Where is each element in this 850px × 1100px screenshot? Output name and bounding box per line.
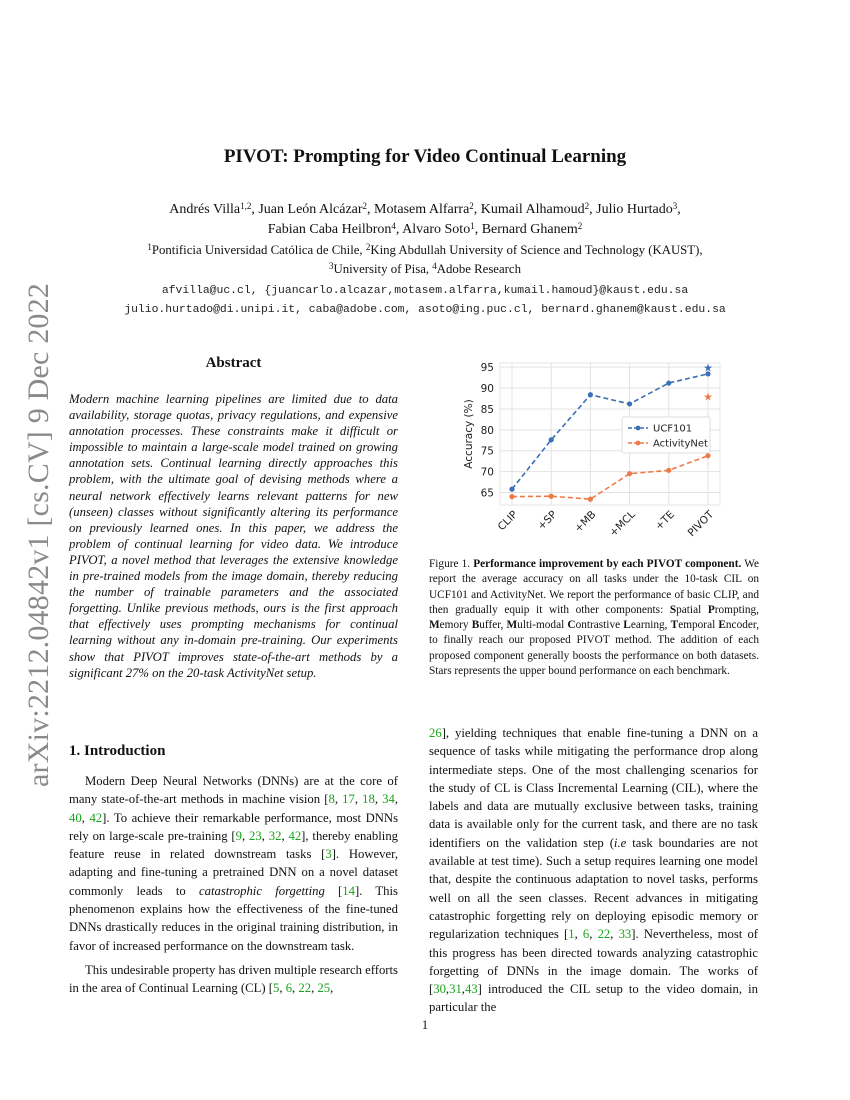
y-tick-label: 75: [480, 445, 494, 458]
citation[interactable]: 6: [582, 927, 590, 942]
affiliations-line-1: $^1$Pontificia Universidad Católica de Chile, $^2$King Abdullah University of Science and Technology (KAUST),: [147, 242, 703, 257]
y-tick-label: 85: [480, 403, 494, 416]
citation[interactable]: 30: [433, 982, 446, 997]
citation[interactable]: 40: [69, 810, 82, 825]
x-tick-label: +MCL: [607, 508, 638, 540]
data-point: [627, 401, 632, 406]
citation[interactable]: 6: [285, 981, 293, 996]
x-tick-label: CLIP: [495, 508, 521, 534]
intro-heading: 1. Introduction: [69, 743, 166, 759]
data-point: [588, 497, 593, 502]
y-tick-label: 80: [480, 424, 494, 437]
page-number: 1: [421, 1018, 429, 1032]
y-tick-label: 90: [480, 383, 494, 396]
citation[interactable]: 18: [362, 792, 375, 807]
accuracy-line-chart: [430, 355, 760, 545]
data-point: [627, 471, 632, 476]
authors-line-1: Andrés Villa$^{1,2}$, Juan León Alcázar$^2$, Motasem Alfarra$^2$, Kumail Alhamoud$^2$, Julio Hurtado$^3$,: [169, 201, 681, 217]
intro-paragraph-3: 26], yielding techniques that enable fine-tuning a DNN on a sequence of tasks while mitigating the performance drop along intermediate steps. One of the most challenging scenarios for the study of CL is Class Incremental Learning (CIL), where the labels and data are mutually exclusive between tasks, training data is available only for the current task, and there are no task identifiers on the validation step (i.e task boundaries are not available at test time). Such a setup requires learning one model that, despite the continuous adaptation to novel tasks, performs well on all the seen classes. Recent advances in mitigating catastrophic forgetting rely on deploying episodic memory or regularization techniques [1, 6, 22, 33]. Nevertheless, most of this progress has been directed towards analyzing catastrophic forgetting of DNNs in the image domain. The works of [30,31,43] introduced the CIL setup to the video domain, in particular the: [429, 726, 759, 1015]
citation[interactable]: 23: [249, 828, 262, 843]
intro-column-right: [429, 724, 758, 1017]
upper-bound-star: ★: [703, 390, 713, 404]
upper-bound-star: ★: [703, 361, 713, 375]
citation[interactable]: 42: [89, 810, 103, 825]
emails-line-1: afvilla@uc.cl, {juancarlo.alcazar,motasem.alfarra,kumail.hamoud}@kaust.edu.sa: [161, 285, 689, 297]
citation[interactable]: 14: [342, 883, 355, 898]
citation[interactable]: 3: [325, 847, 332, 862]
legend-label: ActivityNet: [653, 438, 708, 450]
arxiv-stamp: arXiv:2212.04842v1 [cs.CV] 9 Dec 2022: [22, 283, 55, 787]
intro-column-left: [69, 772, 398, 998]
authors: [60, 200, 790, 240]
citation[interactable]: 1: [568, 927, 575, 942]
intro-paragraph-2: This undesirable property has driven multiple research efforts in the area of Continual Learning (CL) [5, 6, 22, 25,: [69, 962, 398, 996]
intro-paragraph-1: Modern Deep Neural Networks (DNNs) are at the core of many state-of-the-art methods in machine vision [8, 17, 18, 34, 40, 42]. To achieve their remarkable performance, most DNNs rely on large-scale pre-training [9, 23, 32, 42], thereby enabling feature reuse in related downstream tasks [3]. However, adapting and fine-tuning a pretrained DNN on a novel dataset commonly leads to catastrophic forgetting [14]. This phenomenon explains how the effectiveness of the fine-tuned DNNs drastically reduces in the original training distribution, in favor of increased performance on the downstream task.: [69, 774, 399, 953]
legend-label: UCF101: [653, 423, 693, 435]
data-point: [509, 494, 514, 499]
legend-marker: [636, 441, 641, 446]
data-point: [549, 437, 554, 442]
citation[interactable]: 33: [618, 927, 632, 942]
y-axis-label: Accuracy (%): [463, 399, 475, 469]
citation[interactable]: 17: [342, 792, 355, 807]
x-tick-label: +MB: [572, 508, 599, 535]
abstract-text: Modern machine learning pipelines are limited due to data availability, storage quotas, privacy regulations, and expensive annotation processes. These constraints make it difficult or impossible to maintain a large-scale model trained on growing annotation sets. Continual learning directly approaches this problem, with the ultimate goal of devising methods where a neural network effectively learns relevant patterns for new (unseen) classes without significantly altering its performance on previously learned ones. In this paper, we address the problem of continual learning for video data. We introduce PIVOT, a novel method that leverages the extensive knowledge in pre-trained models from the image domain, thereby reducing the number of trainable parameters and the associated forgetting. Unlike previous methods, ours is the first approach that effectively uses prompting mechanisms for continual learning without any in-domain pre-training. Our experiments show that PIVOT improves state-of-the-art methods by a significant 27% on the 20-task ActivityNet setup.: [69, 392, 398, 680]
paper-title: PIVOT: Prompting for Video Continual Learning: [223, 146, 627, 167]
citation[interactable]: 5: [273, 981, 280, 996]
data-point: [705, 453, 710, 458]
citation[interactable]: 26: [429, 726, 442, 740]
y-tick-label: 95: [480, 362, 494, 375]
citation[interactable]: 31: [449, 982, 462, 997]
x-tick-label: +SP: [535, 508, 560, 533]
y-tick-label: 70: [480, 466, 494, 479]
data-point: [666, 380, 671, 385]
affiliations-line-2: $^3$University of Pisa, $^4$Adobe Research: [328, 261, 522, 276]
abstract-heading: Abstract: [205, 355, 262, 371]
citation[interactable]: 22: [597, 927, 611, 942]
data-point: [588, 392, 593, 397]
figure-1-chart: [430, 355, 760, 545]
citation[interactable]: 42: [288, 828, 302, 843]
emails-line-2: julio.hurtado@di.unipi.it, caba@adobe.com, asoto@ing.puc.cl, bernard.ghanem@kaust.edu.sa: [124, 304, 726, 316]
affiliations: [60, 241, 790, 279]
x-tick-label: PIVOT: [685, 508, 717, 540]
citation[interactable]: 8: [328, 792, 335, 807]
authors-line-2: Fabian Caba Heilbron$^4$, Alvaro Soto$^1$, Bernard Ghanem$^2$: [267, 221, 583, 237]
citation[interactable]: 34: [382, 792, 395, 807]
citation[interactable]: 9: [235, 828, 243, 843]
citation[interactable]: 43: [464, 982, 478, 997]
data-point: [666, 468, 671, 473]
citation[interactable]: 32: [268, 828, 282, 843]
legend-marker: [636, 426, 641, 431]
y-tick-label: 65: [480, 487, 494, 500]
data-point: [549, 494, 554, 499]
figure-1-caption: Figure 1. Performance improvement by each PIVOT component. We report the average accuracy on all tasks under the 10-task CIL on UCF101 and ActivityNet. We report the performance of basic CLIP, and then gradually equip it with other components: Spatial Prompting, Memory Buffer, Multi-modal Contrastive Learning, Temporal Encoder, to finally reach our proposed PIVOT method. The addition of each proposed component generally boosts the performance on both datasets. Stars represents the upper bound performance on each benchmark.: [429, 558, 760, 678]
citation[interactable]: 25: [317, 981, 331, 996]
data-point: [509, 487, 514, 492]
emails: [40, 282, 810, 320]
citation[interactable]: 22: [298, 981, 312, 996]
x-tick-label: +TE: [652, 508, 677, 533]
